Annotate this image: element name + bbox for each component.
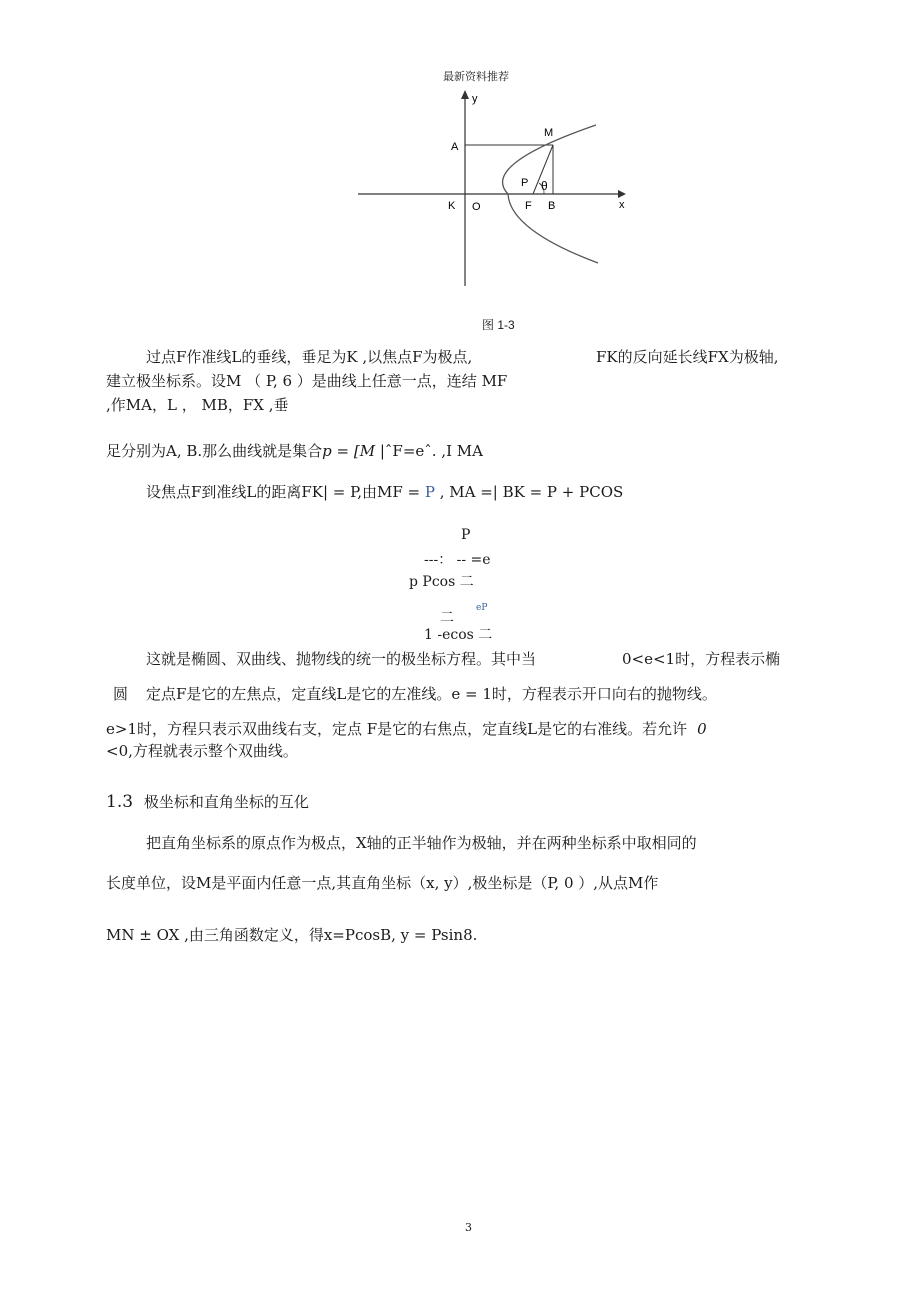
para5-line3: MN ± OX ,由三角函数定义，得x=PcosB, y = Psin8.: [106, 926, 478, 944]
label-o: O: [472, 201, 481, 213]
para1-line1-right: FK的反向延长线FX为极轴,: [596, 348, 779, 366]
para5-line1: 把直角坐标系的原点作为极点，X轴的正半轴作为极轴，并在两种坐标系中取相同的: [146, 834, 697, 852]
eq2-frac-num: eP: [476, 603, 488, 613]
label-k: K: [448, 200, 456, 212]
parabola-figure: [340, 80, 640, 295]
eq1-top: P: [461, 527, 471, 543]
para4-line3: [106, 718, 707, 739]
para4-line2-left: 圆: [113, 685, 129, 703]
para3-pre: 设焦点F到准线L的距离FK| = P,由MF =: [146, 483, 425, 501]
eq2-bottom: 1 -ecos 二: [424, 627, 493, 643]
page-header: 最新资料推荐: [443, 70, 509, 83]
para3-post: , MA =| BK = P + PCOS: [434, 483, 624, 501]
figure-caption: 图 1-3: [482, 318, 515, 332]
eq1-middle: ---： -- =e: [424, 552, 491, 568]
section-number: 1.3: [106, 792, 134, 812]
para5-line2: 长度单位，设M是平面内任意一点,其直角坐标（x, y）,极坐标是（P, 0 ）,从点M作: [106, 874, 659, 892]
label-y: y: [472, 93, 478, 105]
para1-line3: ,作MA，L ， MB，FX ,垂: [106, 396, 289, 414]
eq2-prefix: 二: [440, 610, 454, 626]
para4-line4: <0,方程就表示整个双曲线。: [106, 742, 298, 760]
label-f: F: [525, 200, 532, 212]
para2-prefix: 足分别为A, B.那么曲线就是集合: [106, 442, 323, 460]
label-a: A: [451, 141, 459, 153]
x-axis-arrow: [618, 190, 626, 198]
para2-line: [106, 440, 483, 461]
y-axis-arrow: [461, 90, 469, 99]
para1-line1-left: 过点F作准线L的垂线，垂足为K ,以焦点F为极点,: [146, 348, 473, 366]
label-theta: θ: [541, 179, 548, 193]
para4-line1-left: 这就是椭圆、双曲线、抛物线的统一的极坐标方程。其中当: [146, 650, 537, 668]
para2-suffix: |ˆF=eˆ. ,I MA: [375, 442, 483, 460]
para4-line2-right: 定点F是它的左焦点，定直线L是它的左准线。e = 1时，方程表示开口向右的抛物线。: [146, 685, 717, 703]
label-p: P: [521, 177, 529, 189]
section-heading: [106, 791, 309, 812]
label-x: x: [619, 199, 625, 211]
para2-formula: p = [M: [322, 442, 376, 460]
eq1-bottom: p Pcos 二: [409, 574, 474, 590]
label-m: M: [544, 127, 554, 139]
para4-line3-theta: 0: [697, 720, 707, 738]
para4-line3-main: e>1时，方程只表示双曲线右支，定点 F是它的右焦点，定直线L是它的右准线。若允许: [106, 720, 688, 738]
page-number: 3: [465, 1221, 472, 1234]
section-title: 极坐标和直角坐标的互化: [143, 793, 309, 811]
para3-p: P: [424, 483, 435, 501]
para3-line: [146, 481, 623, 502]
label-b: B: [548, 200, 556, 212]
para4-line1-right: 0<e<1时，方程表示椭: [622, 650, 781, 668]
para1-line2: 建立极坐标系。设M （ P, 6 ）是曲线上任意一点，连结 MF: [106, 372, 508, 390]
